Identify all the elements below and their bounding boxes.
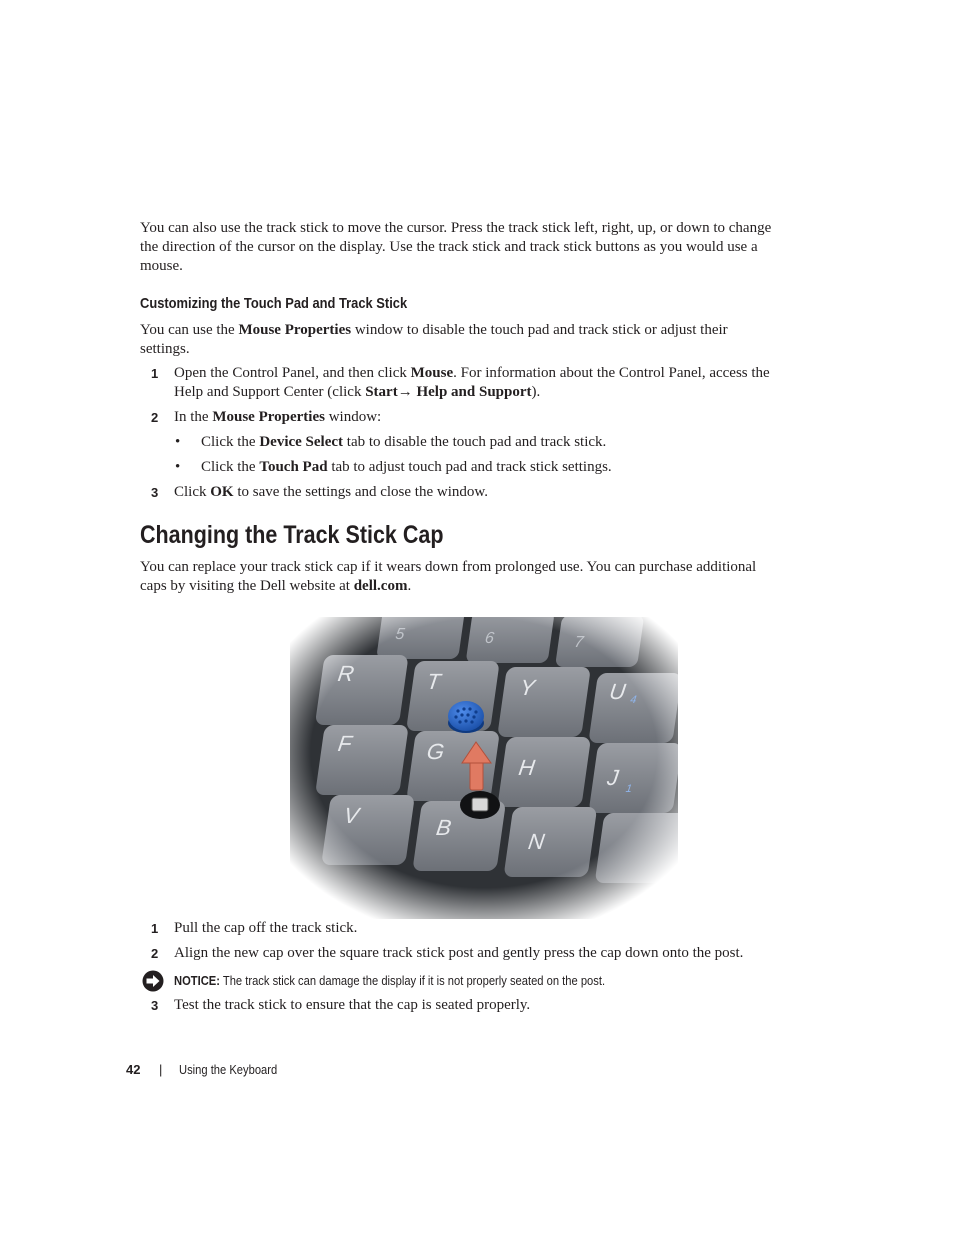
step-3-number: 3	[151, 485, 159, 500]
footer-chapter-title: Using the Keyboard	[179, 1062, 278, 1077]
step-1-number: 1	[151, 366, 159, 381]
customizing-paragraph: You can use the Mouse Properties window to disable the touch pad and track stick or adjust their settings.	[140, 322, 728, 357]
bullet-item-device-select: Click the Device Select tab to disable the touch pad and track stick.	[201, 434, 607, 450]
intro-line-1: You can also use the track stick to move the cursor. Press the track stick left, right, up, or down to change	[140, 220, 772, 236]
intro-line-3: mouse.	[140, 258, 183, 274]
cap-step-2-number: 2	[151, 946, 159, 961]
bullet-item-touch-pad: Click the Touch Pad tab to adjust touch pad and track stick settings.	[201, 459, 612, 475]
track-stick-figure	[290, 617, 678, 919]
notice-icon	[142, 970, 164, 992]
cap-step-1-text: Pull the cap off the track stick.	[174, 920, 358, 936]
cap-step-3-text: Test the track stick to ensure that the cap is seated properly.	[174, 997, 531, 1013]
cap-step-3-number: 3	[151, 998, 159, 1013]
footer-separator: |	[159, 1062, 163, 1077]
cap-step-2-text: Align the new cap over the square track stick post and gently press the cap down onto the post.	[174, 945, 744, 961]
step-1-text: Open the Control Panel, and then click Mouse. For information about the Control Panel, access the Help and Support Center (click Start→ Help and Support).	[174, 365, 770, 400]
bullet-marker-2: •	[175, 459, 181, 475]
section-heading-customizing: Customizing the Touch Pad and Track Stick	[140, 295, 408, 312]
changing-paragraph: You can replace your track stick cap if it wears down from prolonged use. You can purchase additional caps by visiting the Dell website at dell.com.	[140, 559, 757, 594]
cap-step-1-number: 1	[151, 921, 159, 936]
intro-paragraph	[140, 219, 771, 276]
intro-line-2: the direction of the cursor on the display. Use the track stick and track stick buttons as you would use a	[140, 239, 758, 255]
step-2-number: 2	[151, 410, 159, 425]
notice-text: NOTICE: The track stick can damage the display if it is not properly seated on the post.	[174, 973, 606, 988]
section-heading-changing: Changing the Track Stick Cap	[140, 521, 444, 549]
step-2-text: In the Mouse Properties window:	[174, 409, 382, 425]
bullet-marker-1: •	[175, 434, 181, 450]
page-number: 42	[126, 1062, 141, 1077]
step-3-text: Click OK to save the settings and close the window.	[174, 484, 488, 500]
